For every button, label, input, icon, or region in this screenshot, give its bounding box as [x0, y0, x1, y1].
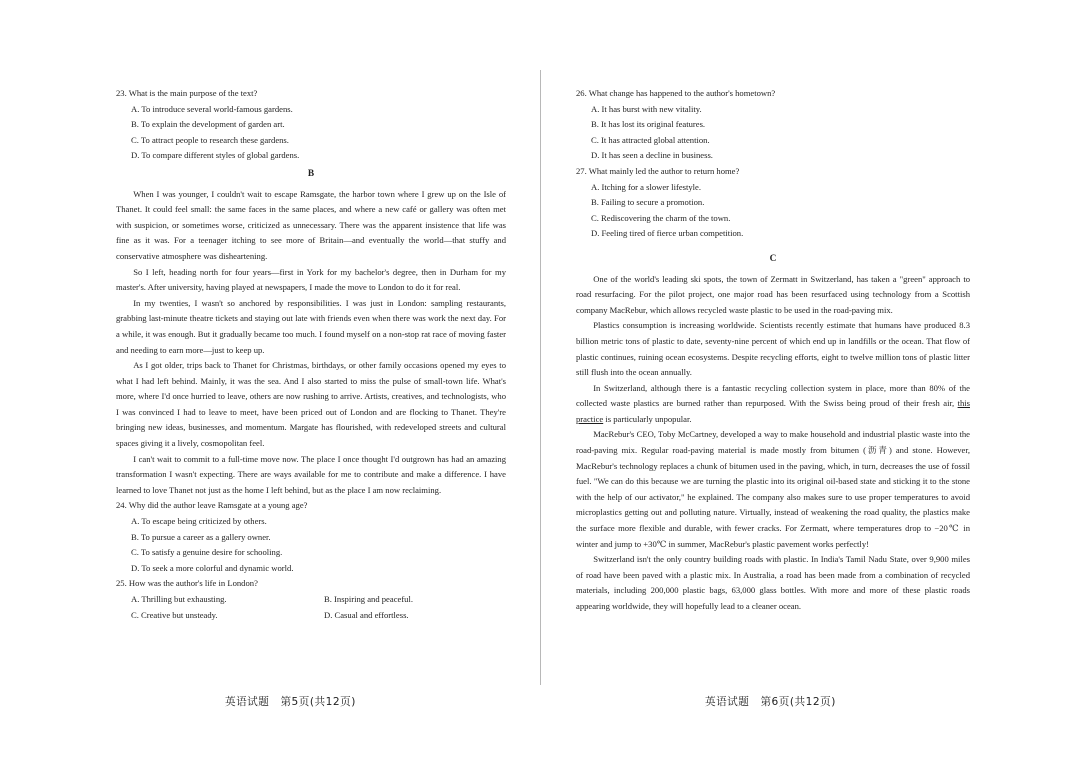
question-27-option-b: B. Failing to secure a promotion. — [591, 197, 705, 208]
question-24-option-c: C. To satisfy a genuine desire for schooling. — [131, 547, 283, 558]
question-23-stem: 23. What is the main purpose of the text? — [116, 88, 258, 98]
question-25-option-b: B. Inspiring and peaceful. — [324, 594, 414, 604]
left-column — [116, 86, 506, 623]
passage-b-paragraph-2: So I left, heading north for four years—first in York for my bachelor's degree, then in Durham for my master's. After university, having played at newspapers, I made the move to London to do it for real. — [116, 266, 506, 293]
right-page-footer: 英语试题 第6页(共12页) — [705, 696, 836, 708]
question-23 — [116, 86, 506, 164]
passage-c-paragraph-3-start: In Switzerland, although there is a fantastic recycling collection system in place, more than 80% of the collected waste plastics are burned rather than repurposed. With the Swiss being proud of their fresh air, — [576, 382, 970, 409]
question-26-option-a: A. It has burst with new vitality. — [591, 103, 702, 114]
underlined-phrase: this practice — [576, 398, 970, 424]
passage-b-paragraph-3: In my twenties, I wasn't so anchored by responsibilities. I was just in London: sampling restaurants, grabbing last-minute theatre tickets and staying out late with friends even when there was work the next day. For a while, it was enough. But it gradually became too much. I found myself on a non-stop rat race of moving faster and needing to earn more—just to keep up. — [116, 297, 506, 355]
question-26-option-b: B. It has lost its original features. — [591, 119, 706, 130]
question-27-option-a: A. Itching for a slower lifestyle. — [591, 181, 702, 192]
passage-b — [116, 187, 506, 499]
passage-b-paragraph-5: I can't wait to commit to a full-time move now. The place I once thought I'd outgrown has had an amazing transformation I wasn't expecting. There are ways available for me to contribute and make a difference. I have learned to love Thanet not just as the home I left behind, but as the place I am now reclaiming. — [116, 453, 506, 495]
question-27-option-c: C. Rediscovering the charm of the town. — [591, 212, 731, 223]
question-25-option-d: D. Casual and effortless. — [324, 609, 409, 620]
question-26-stem: 26. What change has happened to the author's hometown? — [576, 88, 776, 98]
passage-c-paragraph-3-end: is particularly unpopular. — [603, 413, 692, 424]
passage-c-paragraph-2: Plastics consumption is increasing worldwide. Scientists recently estimate that humans have produced 8.3 billion metric tons of plastic to date, seventy-nine percent of which end up in landfills or the ocean. That flow of plastic continues, ruining ocean ecosystems. Despite recycling efforts, eight to twelve million tons of plastic litter still flush into the ocean annually. — [576, 320, 970, 378]
section-b-heading: B — [307, 168, 315, 179]
question-26-option-d: D. It has seen a decline in business. — [591, 150, 713, 161]
right-column — [576, 86, 970, 615]
question-27-option-d: D. Feeling tired of fierce urban competition. — [591, 228, 744, 239]
question-23-option-b: B. To explain the development of garden art. — [131, 119, 285, 130]
question-24-option-d: D. To seek a more colorful and dynamic world. — [131, 562, 294, 573]
question-25-options — [131, 592, 506, 623]
passage-c — [576, 272, 970, 615]
question-25 — [116, 576, 506, 623]
question-24-stem: 24. Why did the author leave Ramsgate at a young age? — [116, 500, 308, 511]
question-25-option-a: A. Thrilling but exhausting. — [131, 594, 227, 604]
question-26 — [576, 86, 970, 164]
question-23-option-c: C. To attract people to research these gardens. — [131, 134, 289, 145]
question-25-stem: 25. How was the author's life in London? — [116, 578, 258, 589]
right-page — [540, 0, 1080, 769]
question-24-option-a: A. To escape being criticized by others. — [131, 516, 267, 527]
question-24-option-b: B. To pursue a career as a gallery owner. — [131, 531, 271, 542]
question-27 — [576, 164, 970, 242]
passage-c-paragraph-5: Switzerland isn't the only country building roads with plastic. In India's Tamil Nadu State, over 9,900 miles of road have been paved with a plastic mix. In Australia, a road has been made from a combination of recycled materials, including 200,000 plastic bags, 63,000 glass bottles. With more and more of these plastic roads appearing worldwide, they will hopefully lead to a cleaner ocean. — [576, 554, 970, 611]
section-c-heading: C — [769, 253, 777, 264]
question-27-stem: 27. What mainly led the author to return home? — [576, 165, 740, 176]
passage-c-paragraph-1: One of the world's leading ski spots, the town of Zermatt in Switzerland, has taken a "green" approach to road resurfacing. For the pilot project, one major road has been resurfaced using technology from a Scottish company MacRebur, which allows recycled waste plastic to be used in the road-paving mix. — [576, 273, 970, 315]
question-26-option-c: C. It has attracted global attention. — [591, 134, 710, 145]
passage-b-paragraph-1: When I was younger, I couldn't wait to escape Ramsgate, the harbor town where I grew up on the Isle of Thanet. It could feel small: the same faces in the same places, and where a new café or gallery was often met with suspicion, or sometimes worse, criticized as unnecessary. There was the apparent insistence that life was fine as it was. For a teenager itching to see more of Britain—and eventually the world—that stuffy and conservative atmosphere was disheartening. — [116, 188, 506, 261]
question-23-option-a: A. To introduce several world-famous gardens. — [131, 103, 293, 114]
question-24 — [116, 498, 506, 576]
passage-c-paragraph-4: MacRebur's CEO, Toby McCartney, developed a way to make household and industrial plastic waste into the road-paving mix. Regular road-paving material is made mostly from bitumen (沥青) and stone. However, MacRebur's technology replaces a chunk of bitumen used in the paving, which, in turn, decreases the use of fossil fuel. "We can do this because we are turning the plastic into its original oil-based state and sticking it to the stone with the help of our activator," he explained. The company also makes sure to use proper temperatures to avoid microplastics getting out and polluting nature. Virtually, instead of weakening the road quality, the plastics make the surface more flexible and durable, with fewer cracks. For Zermatt, where temperatures drop to −20℃ in winter and jump to +30℃ in summer, MacRebur's plastic pavement works perfectly! — [576, 429, 970, 549]
passage-c-paragraph-3 — [576, 381, 970, 428]
question-25-option-c: C. Creative but unsteady. — [131, 609, 218, 620]
passage-b-paragraph-4: As I got older, trips back to Thanet for Christmas, birthdays, or other family occasions opened my eyes to what I had left behind. Mainly, it was the sea. And I also started to miss the pulse of small-town life. What's more, where I'd once hurried to leave, others are now rushing to arrive. Artists, creatives, and technologists, who I was convinced I had to leave to meet, have been priced out of London and are flocking to Thanet. They're bringing new ideas, businesses, and momentum. Margate has flourished, with redeveloped streets and cultural spaces giving it a lively, cosmopolitan feel. — [116, 360, 506, 449]
question-23-option-d: D. To compare different styles of global gardens. — [131, 150, 300, 161]
left-page-footer: 英语试题 第5页(共12页) — [225, 696, 356, 708]
